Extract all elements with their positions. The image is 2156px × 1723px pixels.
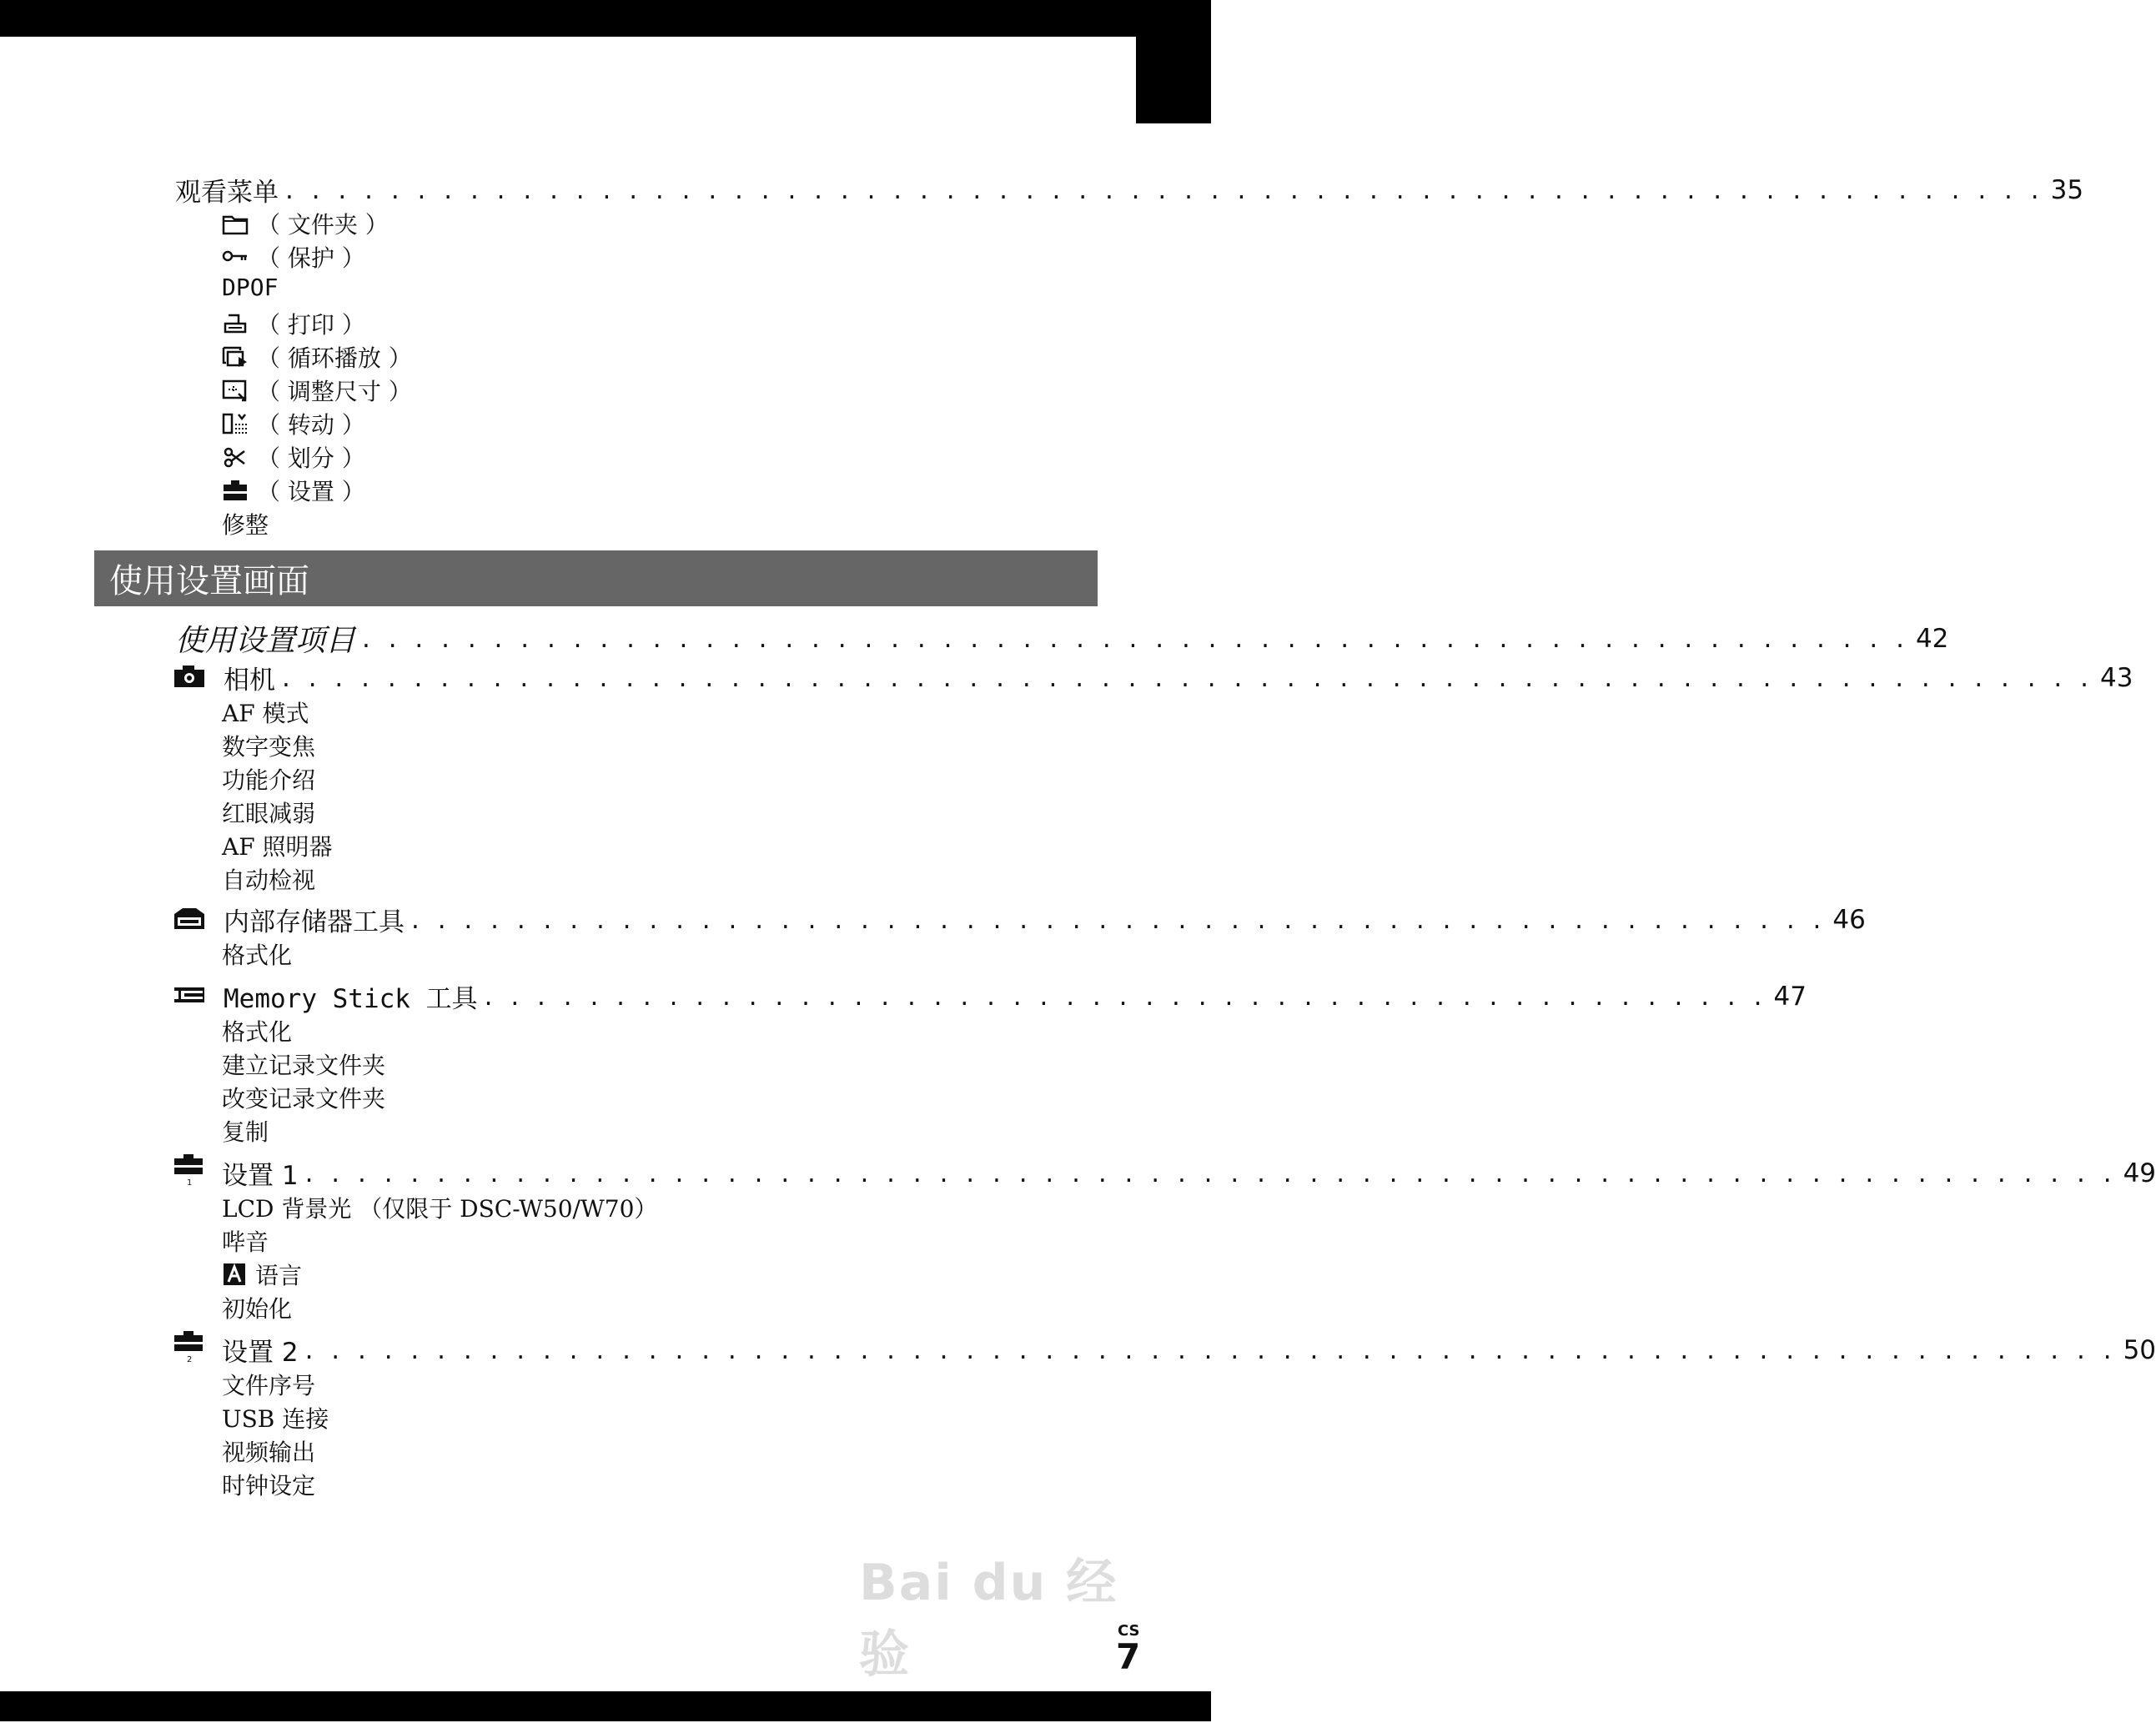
view-menu-item-label: （ 打印 ） [257,311,365,339]
language-code: CS [1118,1622,1140,1640]
toc-entry-label: 使用设置项目 [175,624,356,658]
slideshow-icon [222,345,249,369]
view-menu-item-protect[interactable] [222,240,365,274]
top-black-bar [0,0,1211,37]
memory-stick-item-label: 复制 [222,1118,269,1146]
leader-dots: . . . . . . . . . . . . . . . . . . . . . . . . . . . . . . . . . . . . . . . . . . . . . . . . . . . . . . . . . . . . . . . . . . . . . [304,1158,2117,1188]
view-menu-item-label: （ 文件夹 ） [257,211,389,239]
memory-stick-icon [173,982,206,1007]
view-menu-item-label: （ 循环播放 ） [257,344,412,372]
toc-page-number: 42 [1915,623,1949,654]
toc-entry-memory-stick[interactable] [224,977,1807,1015]
memory-stick-item[interactable] [222,1114,269,1148]
setup-2-item-label: 视频输出 [222,1439,316,1466]
leader-dots: . . . . . . . . . . . . . . . . . . . . . . . . . . . . . . . . . . . . . . . . . . . . . . . . . . . . . . . . . . . . . . . . . . . . . [304,1334,2117,1365]
setup-2-item-label: 文件序号 [222,1372,316,1399]
toc-entry-view-menu[interactable] [175,171,2084,208]
toc-entry-label: 设置 2 [222,1338,299,1368]
memory-stick-item-label: 建立记录文件夹 [222,1052,386,1079]
toc-entry-label: 内部存储器工具 [224,907,405,937]
camera-item[interactable] [222,829,333,862]
toolbox-icon [222,479,249,502]
page-number: 7 [1116,1636,1141,1677]
toc-entry-camera[interactable] [224,659,2133,696]
corner-tab [1136,37,1211,123]
setup-1-item-label: 初始化 [222,1295,293,1323]
setup-1-item-label: 哔音 [222,1228,269,1256]
view-menu-item-label: 修整 [222,511,269,539]
setup-1-item[interactable] [222,1191,657,1224]
internal-memory-item-label: 格式化 [222,942,293,969]
toc-page-number: 47 [1773,981,1807,1012]
print-icon [222,312,249,335]
setup-2-icon-subscript: 2 [187,1355,193,1364]
toc-entry-setup-2[interactable] [222,1331,2156,1369]
camera-icon [173,664,206,689]
folder-icon [222,212,249,235]
toc-page-number: 43 [2100,662,2133,693]
view-menu-item-label: （ 保护 ） [257,244,365,272]
leader-dots: . . . . . . . . . . . . . . . . . . . . . . . . . . . . . . . . . . . . . . . . . . . . . . . . . . . . . . . . . . . . . . . . . . . [285,174,2044,205]
camera-item[interactable] [222,729,315,762]
setup-1-item-label: LCD 背景光 （仅限于 DSC-W50/W70） [222,1195,658,1223]
view-menu-item-label: （ 调整尺寸 ） [257,378,412,405]
key-icon [222,245,249,269]
camera-item[interactable] [222,796,315,829]
leader-dots: . . . . . . . . . . . . . . . . . . . . . . . . . . . . . . . . . . . . . . . . . . . . . . . . . . . . . . . . . . . . . . . . . . . . . [282,662,2093,693]
view-menu-item-label: （ 转动 ） [257,411,365,439]
toc-entry-setup-1[interactable] [222,1154,2156,1192]
memory-stick-item-label: 格式化 [222,1018,293,1046]
watermark-title: Bai du 经验 [859,1554,1118,1684]
view-menu-item-folder[interactable] [222,207,389,240]
toc-page-number: 50 [2123,1334,2156,1365]
memory-stick-item[interactable] [222,1014,292,1047]
camera-item[interactable] [222,762,315,796]
section-heading [94,550,1098,606]
camera-item-label: 功能介绍 [222,766,316,794]
toc-entry-label: Memory Stick 工具 [224,984,478,1014]
view-menu-item-resize[interactable] [222,374,412,407]
view-menu-item-rotate[interactable] [222,407,365,440]
toc-entry-label: 观看菜单 [175,178,279,208]
camera-item-label: 红眼减弱 [222,800,316,827]
view-menu-item-label: （ 设置 ） [257,478,365,505]
view-menu-item-divide[interactable] [222,440,365,474]
toc-entry-internal-memory[interactable] [224,901,1866,938]
camera-item[interactable] [222,862,315,896]
toc-entry-label: 相机 [224,666,275,696]
memory-stick-item-label: 改变记录文件夹 [222,1085,386,1113]
setup-2-item-label: 时钟设定 [222,1472,316,1499]
view-menu-item-dpof[interactable] [222,274,278,301]
setup-2-item[interactable] [222,1468,315,1501]
setup-2-item[interactable] [222,1368,315,1401]
internal-memory-icon [173,906,206,931]
scissors-icon [222,445,249,469]
view-menu-item-setup[interactable] [222,474,365,507]
toc-page-number: 35 [2050,174,2084,205]
camera-item-label: AF 模式 [222,700,309,727]
language-icon [222,1263,247,1286]
camera-item[interactable] [222,696,309,729]
camera-item-label: 自动检视 [222,867,316,894]
rotate-icon [222,412,249,435]
leader-dots: . . . . . . . . . . . . . . . . . . . . . . . . . . . . . . . . . . . . . . . . . . . . . . . . . . . . . . [411,904,1827,935]
setup-2-item[interactable] [222,1434,315,1468]
internal-memory-item[interactable] [222,937,292,971]
resize-icon [222,379,249,402]
setup-1-item-language[interactable] [222,1258,302,1291]
section-heading-text: 使用设置画面 [109,562,309,600]
camera-item-label: AF 照明器 [222,833,333,861]
toc-entry-label: 设置 1 [222,1161,299,1191]
setup-1-item[interactable] [222,1291,292,1324]
camera-item-label: 数字变焦 [222,733,316,761]
setup-1-item-label: 语言 [255,1262,303,1289]
setup-1-item[interactable] [222,1224,269,1258]
toc-page-number: 49 [2123,1158,2156,1188]
memory-stick-item[interactable] [222,1047,385,1081]
view-menu-item-label: （ 划分 ） [257,445,365,472]
watermark [859,1543,1134,1693]
toc-entry-setup-items[interactable] [175,617,1949,660]
leader-dots: . . . . . . . . . . . . . . . . . . . . . . . . . . . . . . . . . . . . . . . . . . . . . . . . . [484,981,1767,1012]
bottom-black-bar [0,1691,1211,1721]
view-menu-item-slideshow[interactable] [222,340,412,374]
view-menu-item-trimming[interactable] [222,507,269,540]
setup-2-item[interactable] [222,1401,329,1434]
leader-dots: . . . . . . . . . . . . . . . . . . . . . . . . . . . . . . . . . . . . . . . . . . . . . . . . . . . . . . . . . . . [362,623,1909,654]
view-menu-item-print[interactable] [222,307,365,340]
view-menu-item-label: DPOF [222,274,279,301]
setup-2-item-label: USB 连接 [222,1405,329,1433]
memory-stick-item[interactable] [222,1081,385,1114]
toc-page-number: 46 [1832,904,1866,935]
setup-1-icon-subscript: 1 [187,1178,193,1188]
